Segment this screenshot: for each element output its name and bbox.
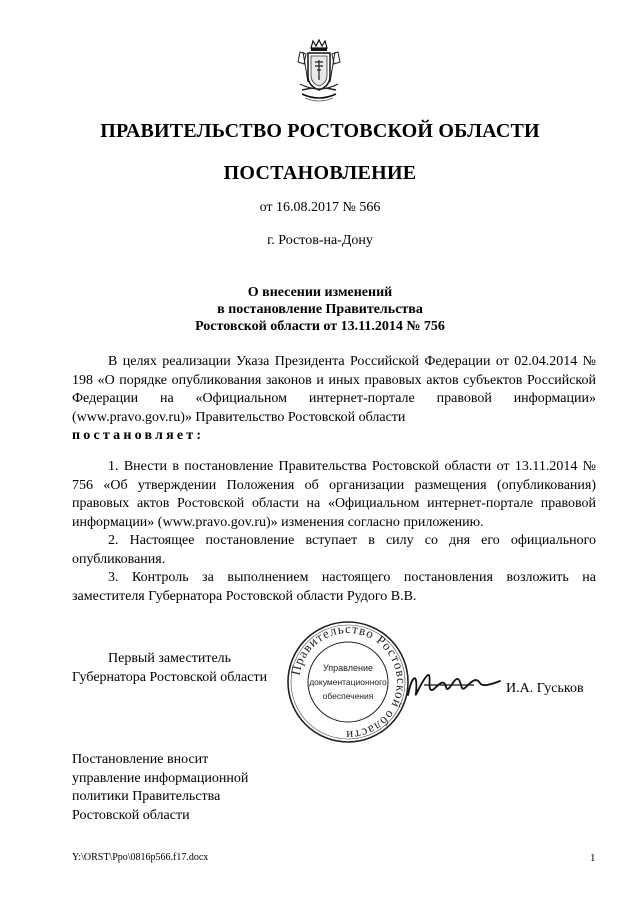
submitted-by-note	[72, 751, 248, 825]
signatory-name: И.А. Гуськов	[506, 681, 584, 696]
decree-subject	[0, 284, 640, 335]
subject-line: О внесении изменений	[247, 285, 393, 300]
decree-city: г. Ростов-на-Дону	[267, 233, 373, 248]
seal-outer-text: Правительство Ростовской области	[287, 620, 410, 744]
decree-item-1: 1. Внести в постановление Правительства Ростовской области от 13.11.2014 № 756 «Об утверждении Положения об организации размещения (опубликования) правовых актов Ростовской области на «Официальном интернет-портале правовой информации» (www.pravo.gov.ru)» изменения согласно приложению.	[72, 459, 596, 530]
position-line: Губернатора Ростовской области	[72, 670, 268, 685]
signatory-position	[72, 649, 267, 687]
preamble-text: В целях реализации Указа Президента Российской Федерации от 02.04.2014 № 198 «О порядке опубликования законов и иных правовых актов субъектов Российской Федерации на «Официальном интернет-портале правовой информации» (www.pravo.gov.ru)» Правительство Ростовской области	[72, 354, 596, 425]
official-seal	[285, 619, 411, 745]
handwritten-signature	[404, 665, 504, 707]
page-number: 1	[590, 852, 596, 864]
note-line: Ростовской области	[72, 807, 190, 823]
subject-line: в постановление Правительства	[217, 302, 423, 317]
seal-inner-line: обеспечения	[322, 691, 374, 701]
document-type-title: ПОСТАНОВЛЕНИЕ	[223, 162, 417, 184]
resolves-word: постановляет:	[72, 428, 205, 443]
note-line: политики Правительства	[72, 789, 221, 804]
note-line: управление информационной	[72, 770, 249, 786]
seal-inner-line: документационного	[309, 677, 387, 687]
position-line: Первый заместитель	[108, 651, 232, 666]
subject-line: Ростовской области от 13.11.2014 № 756	[195, 319, 445, 334]
file-path: Y:\ORST\Ppo\0816p566.f17.docx	[72, 852, 209, 863]
government-title: ПРАВИТЕЛЬСТВО РОСТОВСКОЙ ОБЛАСТИ	[100, 120, 540, 142]
decree-item-3: 3. Контроль за выполнением настоящего постановления возложить на заместителя Губернатора Ростовской области Рудого В.В.	[72, 570, 596, 604]
decree-item-2: 2. Настоящее постановление вступает в силу со дня его официального опубликования.	[72, 533, 596, 567]
seal-inner-line: Управление	[322, 663, 374, 673]
rostov-oblast-coat-of-arms-icon	[294, 38, 344, 102]
decree-items	[72, 458, 596, 606]
decree-date-number: от 16.08.2017 № 566	[259, 200, 381, 215]
preamble-paragraph	[72, 353, 596, 446]
note-line: Постановление вносит	[72, 752, 209, 767]
